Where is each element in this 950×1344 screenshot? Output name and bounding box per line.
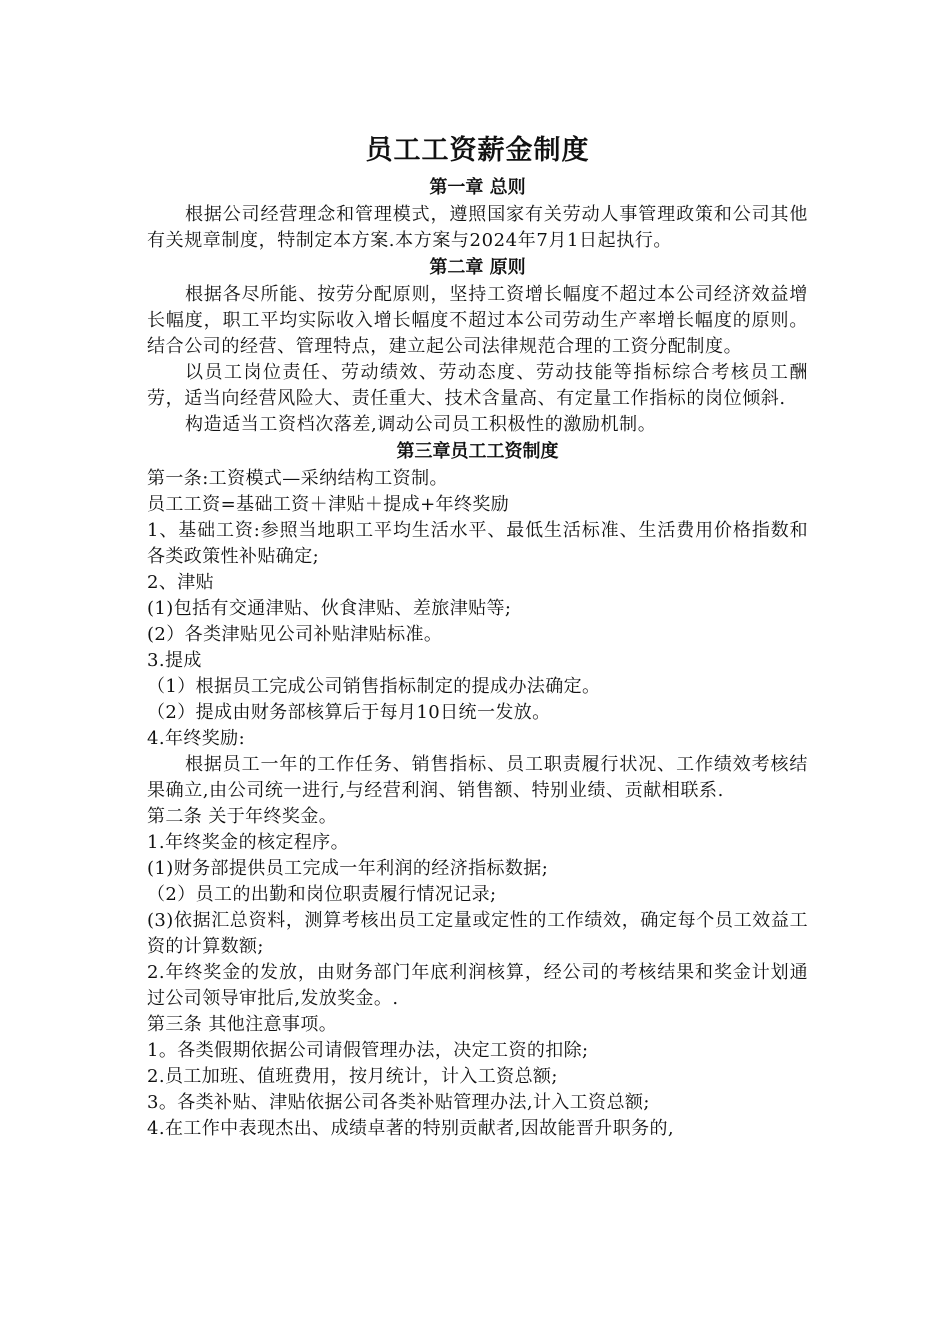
bonus-paragraph: 根据员工一年的工作任务、销售指标、员工职责履行状况、工作绩效考核结果确立,由公司统一进行,与经营利润、销售额、特别业绩、贡献相联系. bbox=[147, 754, 808, 801]
article-3: 第三条 其他注意事项。 bbox=[147, 1014, 338, 1035]
article-2-subitem-1: (1)财务部提供员工完成一年利润的经济指标数据; bbox=[147, 858, 549, 879]
article-3-item-4: 4.在工作中表现杰出、成绩卓著的特别贡献者,因故能晋升职务的, bbox=[147, 1118, 675, 1139]
article-3-item-1: 1。各类假期依据公司请假管理办法，决定工资的扣除; bbox=[147, 1040, 589, 1061]
commission-item-1: （1）根据员工完成公司销售指标制定的提成办法确定。 bbox=[147, 676, 601, 697]
document-title: 员工工资薪金制度 bbox=[365, 135, 590, 166]
article-3-item-3: 3。各类补贴、津贴依据公司各类补贴管理办法,计入工资总额; bbox=[147, 1092, 650, 1113]
salary-formula: 员工工资=基础工资＋津贴＋提成+年终奖励 bbox=[147, 494, 510, 515]
chapter-2-heading: 第二章 原则 bbox=[429, 257, 526, 278]
bonus-title: 4.年终奖励: bbox=[147, 728, 246, 749]
commission-item-2: （2）提成由财务部核算后于每月10日统一发放。 bbox=[147, 702, 551, 723]
article-2-item-2: 2.年终奖金的发放，由财务部门年底利润核算，经公司的考核结果和奖金计划通过公司领导审批后,发放奖金。. bbox=[147, 962, 808, 1009]
allowance-item-2: (2）各类津贴见公司补贴津贴标准。 bbox=[147, 624, 443, 645]
chapter-2-paragraph-1: 根据各尽所能、按劳分配原则，坚持工资增长幅度不超过本公司经济效益增长幅度，职工平均实际收入增长幅度不超过本公司劳动生产率增长幅度的原则。结合公司的经营、管理特点，建立起公司法律规范合理的工资分配制度。 bbox=[147, 284, 808, 357]
base-salary-item: 1、基础工资:参照当地职工平均生活水平、最低生活标准、生活费用价格指数和各类政策性补贴确定; bbox=[147, 520, 808, 567]
allowance-title: 2、津贴 bbox=[147, 572, 215, 593]
commission-title: 3.提成 bbox=[147, 650, 202, 671]
chapter-1-heading: 第一章 总则 bbox=[429, 177, 526, 198]
chapter-2-paragraph-2: 以员工岗位责任、劳动绩效、劳动态度、劳动技能等指标综合考核员工酬劳，适当向经营风险大、责任重大、技术含量高、有定量工作指标的岗位倾斜. bbox=[147, 362, 808, 409]
article-2-subitem-2: （2）员工的出勤和岗位职责履行情况记录; bbox=[147, 884, 497, 905]
allowance-item-1: (1)包括有交通津贴、伙食津贴、差旅津贴等; bbox=[147, 598, 512, 619]
article-3-item-2: 2.员工加班、值班费用，按月统计，计入工资总额; bbox=[147, 1066, 558, 1087]
article-2: 第二条 关于年终奖金。 bbox=[147, 806, 338, 827]
chapter-3-heading: 第三章员工工资制度 bbox=[396, 441, 559, 462]
article-2-subitem-3: (3)依据汇总资料，测算考核出员工定量或定性的工作绩效，确定每个员工效益工资的计算数额; bbox=[147, 910, 808, 957]
article-1: 第一条:工资模式—采纳结构工资制。 bbox=[147, 468, 448, 489]
chapter-2-paragraph-3: 构造适当工资档次落差,调动公司员工积极性的激励机制。 bbox=[185, 414, 657, 435]
article-2-item-1: 1.年终奖金的核定程序。 bbox=[147, 832, 349, 853]
chapter-1-paragraph: 根据公司经营理念和管理模式，遵照国家有关劳动人事管理政策和公司其他有关规章制度，特制定本方案.本方案与2024年7月1日起执行。 bbox=[147, 204, 808, 251]
